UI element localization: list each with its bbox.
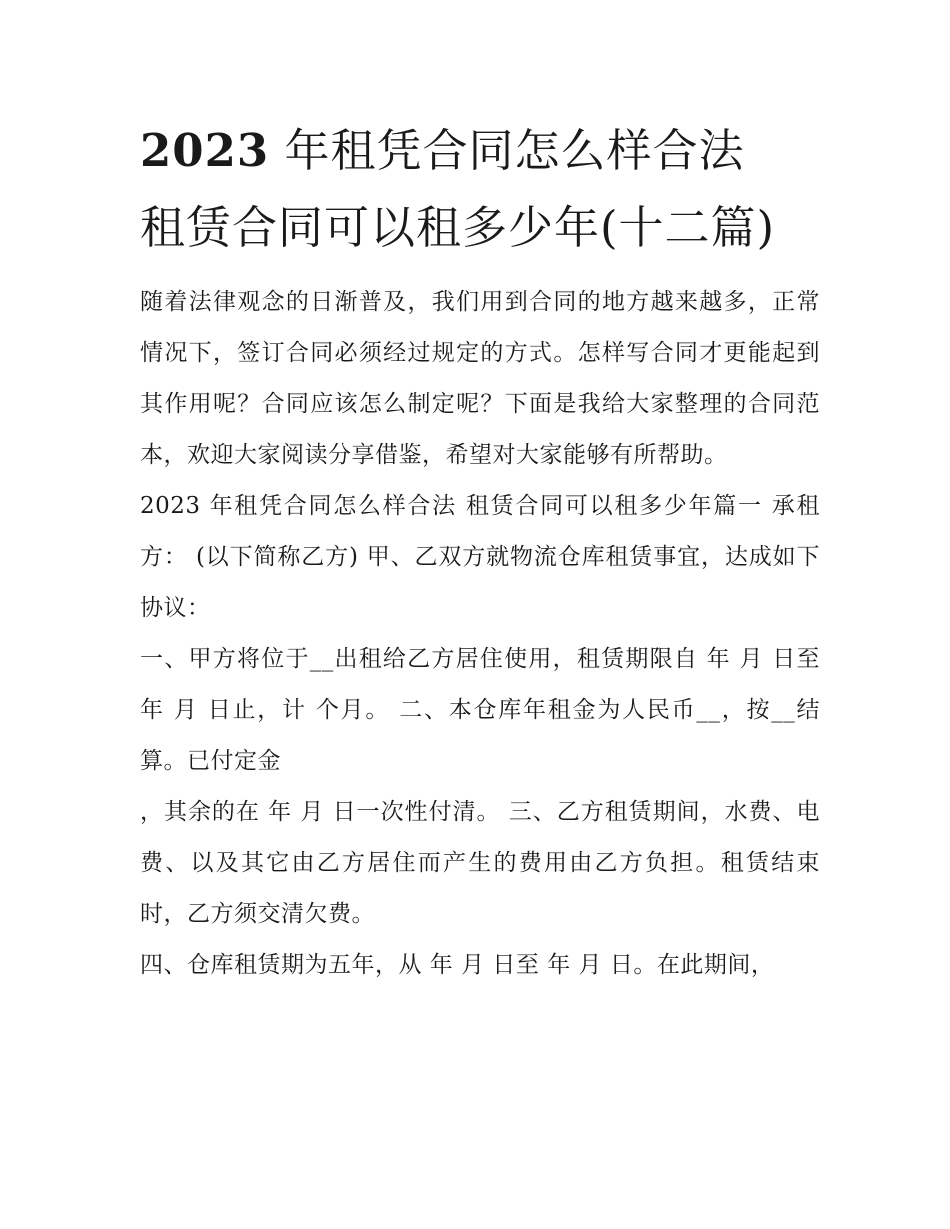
paragraph-contract-heading: 2023 年租凭合同怎么样合法 租赁合同可以租多少年篇一 承租方： (以下简称乙方) 甲、乙双方就物流仓库租赁事宜，达成如下协议：	[140, 493, 820, 621]
paragraph-intro: 随着法律观念的日渐普及，我们用到合同的地方越来越多，正常情况下，签订合同必须经过规定的方式。怎样写合同才更能起到其作用呢？合同应该怎么制定呢？下面是我给大家整理的合同范本，欢迎大家阅读分享借鉴，希望对大家能够有所帮助。	[140, 289, 820, 468]
paragraph-clause-4: 四、仓库租赁期为五年，从 年 月 日至 年 月 日。在此期间，	[140, 952, 775, 978]
paragraph-clause-3: ，其余的在 年 月 日一次性付清。 三、乙方租赁期间，水费、电费、以及其它由乙方居住而产生的费用由乙方负担。租赁结束时，乙方须交清欠费。	[140, 799, 820, 927]
title-year: 2023	[140, 124, 270, 177]
paragraph-clause-1-2: 一、甲方将位于__出租给乙方居住使用，租赁期限自 年 月 日至 年 月 日止，计 个月。 二、本仓库年租金为人民币__，按__结算。已付定金	[140, 646, 820, 774]
title-text: 年租凭合同怎么样合法租赁合同可以租多少年(十二篇)	[140, 124, 776, 254]
document-body	[140, 112, 820, 991]
document-title	[140, 112, 780, 266]
